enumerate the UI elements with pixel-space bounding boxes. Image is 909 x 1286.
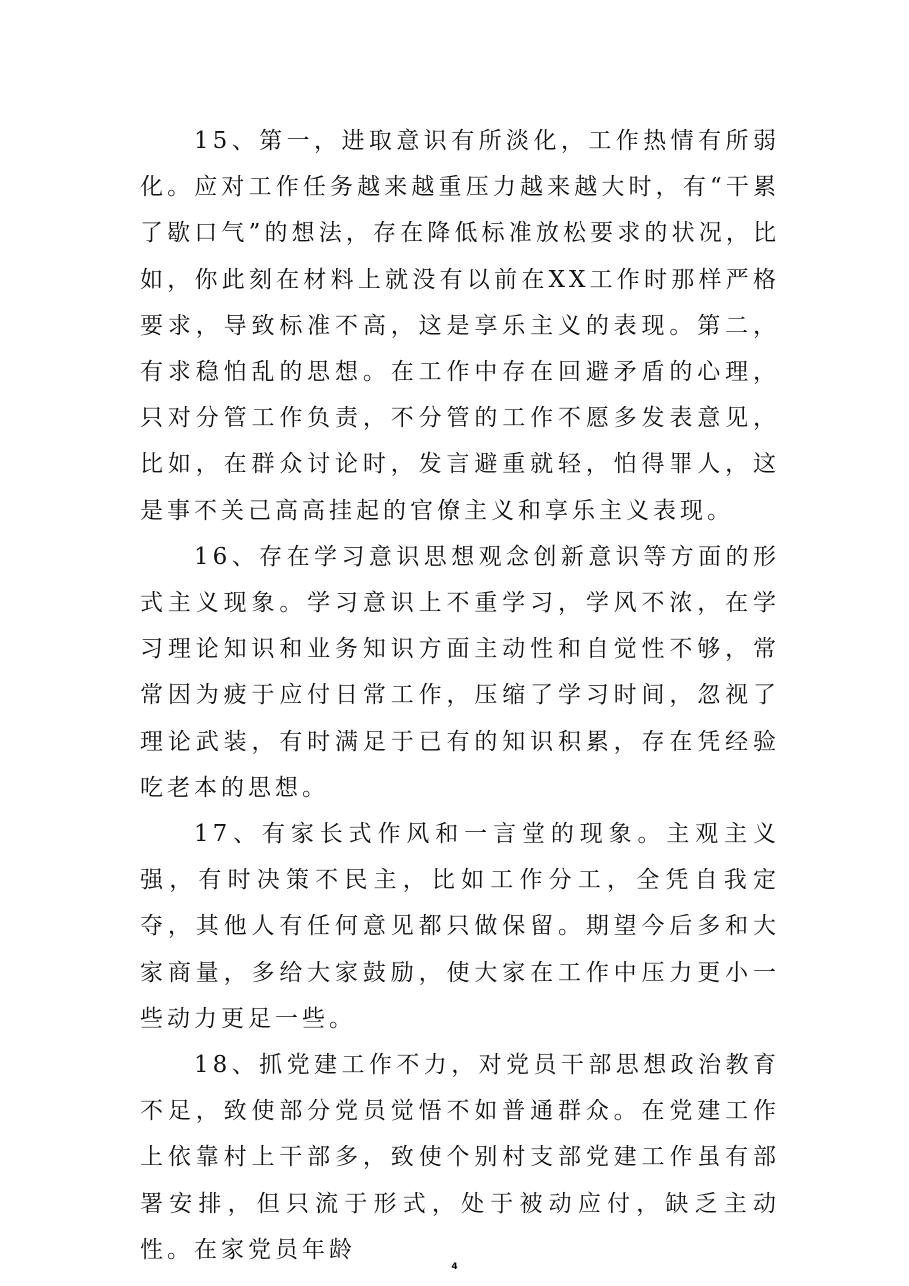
paragraph-15: 15、第一，进取意识有所淡化，工作热情有所弱化。应对工作任务越来越重压力越来越大时，有“干累了歇口气”的想法，存在降低标准放松要求的状况，比如，你此刻在材料上就没有以前在XX工作时那样严格要求，导致标准不高，这是享乐主义的表现。第二，有求稳怕乱的思想。在工作中存在回避矛盾的心理，只对分管工作负责，不分管的工作不愿多发表意见，比如，在群众讨论时，发言避重就轻，怕得罪人，这是事不关己高高挂起的官僚主义和享乐主义表现。 [140,128,780,524]
paragraph-17: 17、有家长式作风和一言堂的现象。主观主义强，有时决策不民主，比如工作分工，全凭自我定夺，其他人有任何意见都只做保留。期望今后多和大家商量，多给大家鼓励，使大家在工作中压力更小一些动力更足一些。 [140,821,780,1032]
page-number: 4 [451,1262,458,1272]
document-body [140,118,780,1273]
paragraph-16: 16、存在学习意识思想观念创新意识等方面的形式主义现象。学习意识上不重学习，学风不浓，在学习理论知识和业务知识方面主动性和自觉性不够，常常因为疲于应付日常工作，压缩了学习时间，忽视了理论武装，有时满足于已有的知识积累，存在凭经验吃老本的思想。 [140,543,780,801]
paragraph-18: 18、抓党建工作不力，对党员干部思想政治教育不足，致使部分党员觉悟不如普通群众。在党建工作上依靠村上干部多，致使个别村支部党建工作虽有部署安排，但只流于形式，处于被动应付，缺乏主动性。在家党员年龄 [140,1052,780,1263]
